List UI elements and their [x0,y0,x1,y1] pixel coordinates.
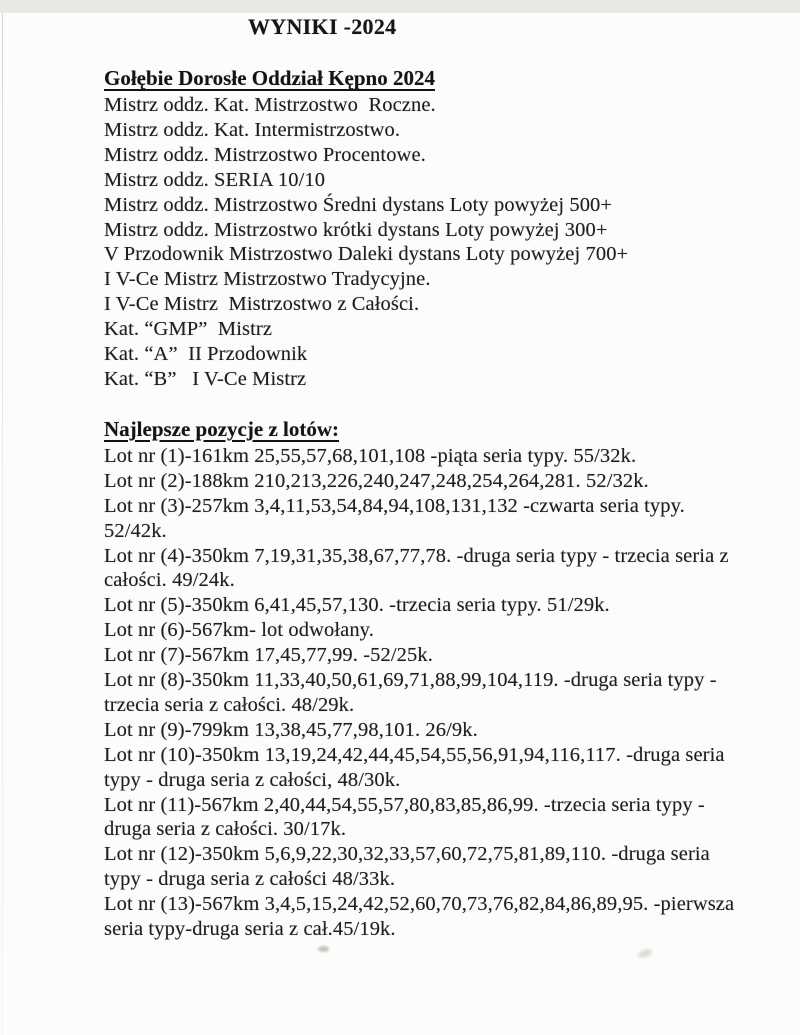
text-line: Lot nr (4)-350km 7,19,31,35,38,67,77,78. -druga seria typy - trzecia seria z [104,544,729,567]
text-line: V Przodownik Mistrzostwo Daleki dystans Loty powyżej 700+ [104,243,629,266]
text-line: I V-Ce Mistrz Mistrzostwo z Całości. [104,293,420,316]
text-line: Lot nr (11)-567km 2,40,44,54,55,57,80,83,85,86,99. -trzecia seria typy - [104,793,705,816]
text-line: Mistrz oddz. Kat. Intermistrzostwo. [104,118,401,141]
section-heading: Gołębie Dorosłe Oddział Kępno 2024 [104,66,435,90]
text-line: Mistrz oddz. Kat. Mistrzostwo Roczne. [104,94,436,116]
text-line: Lot nr (6)-567km- lot odwołany. [104,619,374,642]
text-line: Lot nr (12)-350km 5,6,9,22,30,32,33,57,60,72,75,81,89,110. -druga seria [104,843,710,866]
text-line: seria typy-druga seria z cał.45/19k. [104,918,396,941]
text-line: Lot nr (7)-567km 17,45,77,99. -52/25k. [104,644,433,667]
text-line: Lot nr (5)-350km 6,41,45,57,130. -trzecia seria typy. 51/29k. [104,594,610,617]
text-line: typy - druga seria z całości, 48/30k. [104,768,401,791]
text-line: Lot nr (8)-350km 11,33,40,50,61,69,71,88,99,104,119. -druga seria typy - [104,669,717,692]
flight-result-lines [104,444,800,942]
text-line: Lot nr (9)-799km 13,38,45,77,98,101. 26/9k. [104,718,478,741]
text-line: Kat. “B” I V-Ce Mistrz [104,367,307,390]
section-heading: Najlepsze pozycje z lotów: [104,416,339,441]
scanned-document [0,13,800,942]
text-line: Lot nr (13)-567km 3,4,5,15,24,42,52,60,70,73,76,82,84,86,89,95. -pierwsza [104,893,735,916]
scan-top-band [0,0,800,13]
text-line: Lot nr (1)-161km 25,55,57,68,101,108 -piąta seria typy. 55/32k. [104,444,637,467]
championship-lines [104,93,800,392]
text-line: Mistrz oddz. Mistrzostwo Średni dystans Loty powyżej 500+ [104,193,613,216]
document-title: WYNIKI -2024 [248,14,397,39]
text-line: druga seria z całości. 30/17k. [104,818,347,841]
text-line: całości. 49/24k. [104,569,235,592]
text-line: Kat. “GMP” Mistrz [104,318,273,341]
text-line: Mistrz oddz. Mistrzostwo Procentowe. [104,143,426,166]
text-line: 52/42k. [104,519,167,542]
ink-smudge [318,946,329,952]
section-championships [104,66,800,392]
ink-smudge [637,948,653,959]
text-line: Lot nr (3)-257km 3,4,11,53,54,84,94,108,131,132 -czwarta seria typy. [104,494,685,517]
text-line: trzecia seria z całości. 48/29k. [104,693,355,716]
text-line: Mistrz oddz. SERIA 10/10 [104,168,326,191]
text-line: Mistrz oddz. Mistrzostwo krótki dystans Loty powyżej 300+ [104,218,608,241]
text-line: I V-Ce Mistrz Mistrzostwo Tradycyjne. [104,268,431,291]
text-line: Kat. “A” II Przodownik [104,343,308,366]
text-line: typy - druga seria z całości 48/33k. [104,868,396,891]
section-best-positions [104,417,800,942]
text-line: Lot nr (10)-350km 13,19,24,42,44,45,54,55,56,91,94,116,117. -druga seria [104,743,725,766]
text-line: Lot nr (2)-188km 210,213,226,240,247,248,254,264,281. 52/32k. [104,469,649,492]
